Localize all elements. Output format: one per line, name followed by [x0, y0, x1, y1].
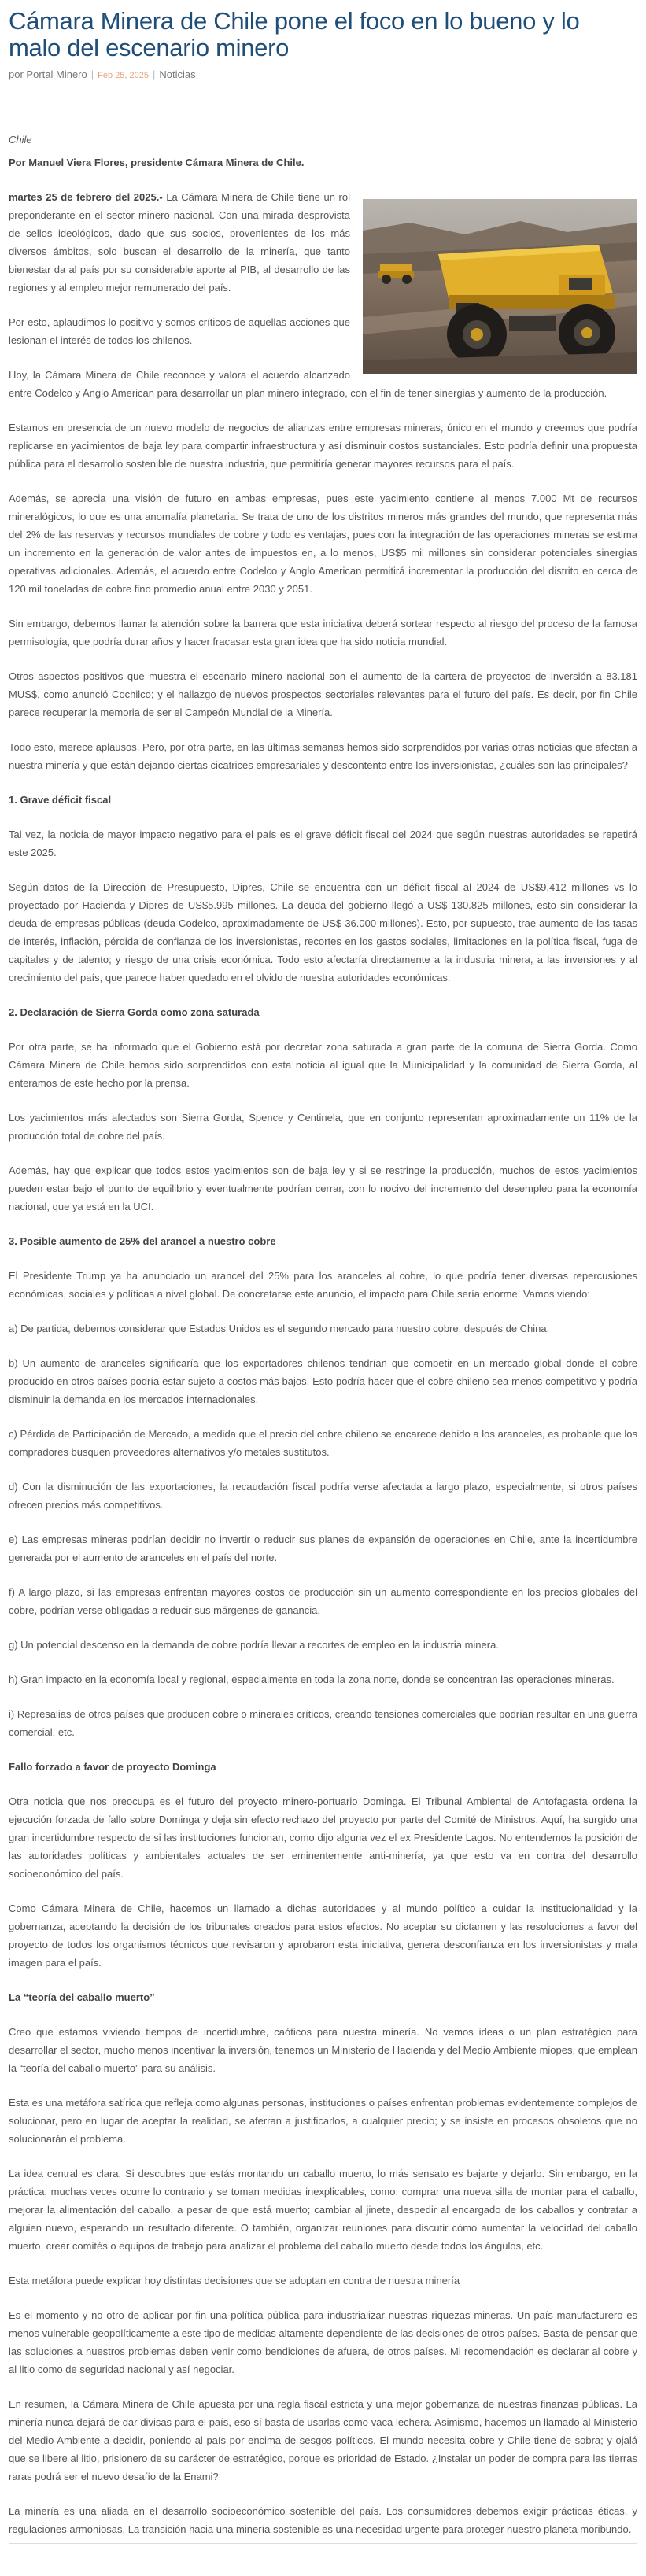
post-date: Feb 25, 2025 [98, 71, 149, 80]
list-item: c) Pérdida de Participación de Mercado, a medida que el precio del cobre chileno se encarece debido a los aranceles, es probable que los compradores busquen proveedores alternativos y/o metales sustitutos. [9, 1428, 637, 1458]
category-link[interactable]: Noticias [159, 68, 196, 80]
paragraph: En resumen, la Cámara Minera de Chile apuesta por una regla fiscal estricta y una mejor gobernanza de nuestras finanzas públicas. La minería nunca dejará de dar divisas para el país, eso sí basta de usarlas como vaca lechera. Asimismo, hacemos un llamado al Ministerio del Medio Ambiente a decidir, poniendo al país por encima de sesgos políticos. El mundo necesita cobre y Chile tiene de sobra; y ojalá que se libere al litio, prisionero de su carácter de estratégico, porque es prioridad de Estado. ¿Instalar un poder de compra para las tierras raras podrá ser el nuevo desafío de la Enami? [9, 2398, 637, 2482]
article-title: Cámara Minera de Chile pone el foco en lo bueno y lo malo del escenario minero [9, 7, 580, 61]
divider [9, 2543, 637, 2544]
meta-separator: | [90, 68, 94, 80]
post-meta [9, 68, 637, 80]
paragraph: Estamos en presencia de un nuevo modelo de negocios de alianzas entre empresas mineras, único en el mundo y creemos que podría replicarse en yacimientos de baja ley para compartir infraestructura y así disminuir costos sustanciales. Esto podría definir una propuesta pública para el desarrollo sostenible de nuestra industria, que permitiría generar mayores recursos para el país. [9, 422, 637, 470]
paragraph: Hoy, la Cámara Minera de Chile reconoce y valora el acuerdo alcanzado entre Codelco y Anglo American para desarrollar un plan minero integrado, con el fin de tener sinergias y aumento de la producción. [9, 369, 607, 399]
paragraph: Por otra parte, se ha informado que el Gobierno está por decretar zona saturada a gran parte de la comuna de Sierra Gorda. Como Cámara Minera de Chile hemos sido sorprendidos con esta noticia al igual que la Municipalidad y la comunidad de Sierra Gorda, al enteramos de este hecho por la prensa. [9, 1041, 637, 1089]
section-heading: La “teoría del caballo muerto” [9, 1991, 155, 2003]
byline: Por Manuel Viera Flores, presidente Cámara Minera de Chile. [9, 157, 305, 168]
paragraph: Tal vez, la noticia de mayor impacto negativo para el país es el grave déficit fiscal del 2024 que según nuestras autoridades se repetirá este 2025. [9, 829, 637, 858]
list-item: a) De partida, debemos considerar que Estados Unidos es el segundo mercado para nuestro cobre, después de China. [9, 1323, 550, 1334]
paragraph: Es el momento y no otro de aplicar por fin una política pública para industrializar nuestras riquezas mineras. Un país manufacturero es menos vulnerable geopolíticamente a este tipo de medidas altamente dependiente de las decisiones de otros países. Basta de pensar que las soluciones a nuestros problemas deben venir como bendiciones de afuera, de otros países. Mi recomendación es declarar al cobre y al litio como de seguridad nacional y así negociar. [9, 2309, 637, 2375]
list-item: b) Un aumento de aranceles significaría que los exportadores chilenos tendrían que competir en un mercado global donde el cobre producido en otros países podría estar sujeto a costos más bajos. Esto podría hacer que el cobre chileno sea menos competitivo y podría disminuir la demanda en los mercados internacionales. [9, 1357, 637, 1405]
paragraph: Además, se aprecia una visión de futuro en ambas empresas, pues este yacimiento contiene al menos 7.000 Mt de recursos mineralógicos, lo que es una anomalía planetaria. Se trata de uno de los distritos mineros más grandes del mundo, que representa más del 2% de las reservas y recursos mundiales de cobre y todo es ventajas, pues con la integración de las operaciones mineras se estima un incremento en la generación de valor antes de impuestos en, a lo menos, US$5 mil millones sin considerar potenciales sinergias operativas adicionales. Además, el acuerdo entre Codelco y Anglo American permitirá incrementar la producción del distrito en cerca de 120 mil toneladas de cobre fino promedio anual entre 2030 y 2051. [9, 493, 637, 595]
paragraph: Los yacimientos más afectados son Sierra Gorda, Spence y Centinela, que en conjunto representan aproximadamente un 11% de la producción total de cobre del país. [9, 1112, 637, 1142]
page [0, 8, 646, 2544]
list-item: i) Represalias de otros países que producen cobre o minerales críticos, creando tensiones comerciales que podrían resultar en una guerra comercial, etc. [9, 1708, 637, 1738]
paragraph: Esta es una metáfora satírica que refleja como algunas personas, instituciones o países enfrentan problemas evidentemente complejos de solucionar, pero en lugar de aceptar la realidad, se aferran a justificarlos, a cualquier precio; y se insiste en procesos obsoletos que no solucionarán el problema. [9, 2097, 637, 2145]
paragraph: Como Cámara Minera de Chile, hacemos un llamado a dichas autoridades y al mundo político a cuidar la institucionalidad y la gobernanza, aceptando la decisión de los tribunales creados para estos efectos. No aceptar su dictamen y las resoluciones a favor del proyecto de todos los organismos técnicos que revisaron y aprobaron esta iniciativa, genera desconfianza en los inversionistas y mala imagen para el país. [9, 1902, 637, 1969]
paragraph: Otra noticia que nos preocupa es el futuro del proyecto minero-portuario Dominga. El Tribunal Ambiental de Antofagasta ordena la ejecución forzada de fallo sobre Dominga y deja sin efecto rechazo del proyecto por parte del Comité de Ministros. Aquí, ha surgido una gran incertidumbre respecto de si las instituciones funcionan, como dijo alguna vez el ex Presidente Lagos. No entendemos la posición de las autoridades políticas y ambientales actuales de ser eminentemente anti-minería, ya que esto va en contra del desarrollo socioeconómico del país. [9, 1795, 637, 1880]
paragraph: Por esto, aplaudimos lo positivo y somos críticos de aquellas acciones que lesionan el interés de todos los chilenos. [9, 316, 350, 346]
paragraph: Creo que estamos viviendo tiempos de incertidumbre, caóticos para nuestra minería. No vemos ideas o un plan estratégico para desarrollar el sector, mucho menos incentivar la inversión, tenemos un Ministerio de Hacienda y del Medio Ambiente miopes, que emplean la “teoría del caballo muerto” para su análisis. [9, 2026, 637, 2074]
paragraph: Además, hay que explicar que todos estos yacimientos son de baja ley y si se restringe la producción, muchos de estos yacimientos pueden estar bajo el punto de equilibrio y eventualmente podrían cerrar, con lo nocivo del incremento del desempleo para la economía nacional, que ya está en la UCI. [9, 1164, 637, 1212]
paragraph: Sin embargo, debemos llamar la atención sobre la barrera que esta iniciativa deberá sortear respecto al riesgo del proceso de la famosa permisología, que podría durar años y hacer fracasar esta gran idea que ha sido noticia mundial. [9, 618, 637, 648]
list-item: h) Gran impacto en la economía local y regional, especialmente en toda la zona norte, donde se concentran las operaciones mineras. [9, 1674, 615, 1685]
list-item: g) Un potencial descenso en la demanda de cobre podría llevar a recortes de empleo en la industria minera. [9, 1639, 499, 1651]
article-body [9, 131, 637, 2544]
paragraph: Otros aspectos positivos que muestra el escenario minero nacional son el aumento de la cartera de proyectos de inversión a 83.181 MUS$, como anunció Cochilco; y el hallazgo de nuevos prospectos sectoriales relevantes para el futuro del país. Es decir, por fin Chile parece recuperar la memoria de ser el Campeón Mundial de la Minería. [9, 670, 637, 718]
list-item: f) A largo plazo, si las empresas enfrentan mayores costos de producción sin un aumento correspondiente en los precios globales del cobre, podrían verse obligadas a reducir sus márgenes de ganancia. [9, 1586, 637, 1616]
list-item: d) Con la disminución de las exportaciones, la recaudación fiscal podría verse afectada a largo plazo, especialmente, si otros países ofrecen precios más competitivos. [9, 1481, 637, 1511]
section-heading: Fallo forzado a favor de proyecto Dominga [9, 1761, 216, 1773]
author-link[interactable]: Portal Minero [26, 68, 87, 80]
intro-text: La Cámara Minera de Chile tiene un rol preponderante en el sector minero nacional. Con una mirada desprovista de sellos ideológicos, dado que sus socios, provenientes de los más diversos ámbitos, solo buscan el desarrollo de la minería, que tanto bienestar da al país por su considerable aporte al PIB, al desarrollo de las regiones y al empleo mejor remunerado del país. [9, 191, 350, 293]
dateline: martes 25 de febrero del 2025.- [9, 191, 163, 203]
paragraph: Todo esto, merece aplausos. Pero, por otra parte, en las últimas semanas hemos sido sorprendidos por varias otras noticias que afectan a nuestra minería y que están dejando ciertas cicatrices empresariales y descontento entre los inversionistas, ¿cuáles son las principales? [9, 741, 637, 771]
paragraph: Según datos de la Dirección de Presupuesto, Dipres, Chile se encuentra con un déficit fiscal al 2024 de US$9.412 millones vs lo proyectado por Hacienda y Dipres de US$5.995 millones. La deuda del gobierno llegó a US$ 130.825 millones, esto sin considerar la deuda de empresas públicas (deuda Codelco, aproximadamente de US$ 36.000 millones). Esto, por supuesto, trae aumento de las tasas de interés, inflación, pérdida de confianza de los inversionistas, recortes en los gastos sociales, limitaciones en la política fiscal, fuga de capitales y de talento; y riesgo de una crisis económica. Todo esto afectaría directamente a la industria minera, a las inversiones y al crecimiento del país, que parece haber quedado en el olvido de nuestra autoridades económicas. [9, 881, 637, 984]
meta-by: por [9, 68, 24, 80]
meta-separator: | [152, 68, 156, 80]
paragraph: La minería es una aliada en el desarrollo socioeconómico sostenible del país. Los consumidores debemos exigir prácticas éticas, y regulaciones armoniosas. La transición hacia una minería sostenible es una necesidad urgente para proteger nuestro planeta moribundo. [9, 2505, 637, 2535]
paragraph: La idea central es clara. Si descubres que estás montando un caballo muerto, lo más sensato es bajarte y dejarlo. Sin embargo, en la práctica, muchas veces ocurre lo contrario y se toman medidas inexplicables, como: comprar una nueva silla de montar para el caballo, mejorar la alimentación del caballo, a pesar de que está muerto; cambiar al jinete, despedir al encargado de los caballos y contratar a alguien nuevo, esperando un resultado diferente. O también, organizar reuniones para discutir cómo aumentar la velocidad del caballo muerto, crear comités o equipos de trabajo para analizar el problema del caballo muerto desde todos los ángulos, etc. [9, 2168, 637, 2252]
paragraph: El Presidente Trump ya ha anunciado un arancel del 25% para los aranceles al cobre, lo que podría tener diversas repercusiones económicas, sociales y políticas a nivel global. De concretarse este anuncio, el impacto para Chile sería enorme. Vamos viendo: [9, 1270, 637, 1300]
kicker: Chile [9, 134, 32, 146]
section-heading: 1. Grave déficit fiscal [9, 794, 112, 806]
section-heading: 2. Declaración de Sierra Gorda como zona saturada [9, 1006, 260, 1018]
list-item: e) Las empresas mineras podrían decidir no invertir o reducir sus planes de expansión de operaciones en Chile, ante la incertidumbre generada por el aumento de aranceles en el país del norte. [9, 1533, 637, 1563]
paragraph: Esta metáfora puede explicar hoy distintas decisiones que se adoptan en contra de nuestra minería [9, 2275, 460, 2286]
section-heading: 3. Posible aumento de 25% del arancel a nuestro cobre [9, 1235, 276, 1247]
mining-truck-image [363, 199, 637, 374]
article-image [363, 199, 637, 374]
